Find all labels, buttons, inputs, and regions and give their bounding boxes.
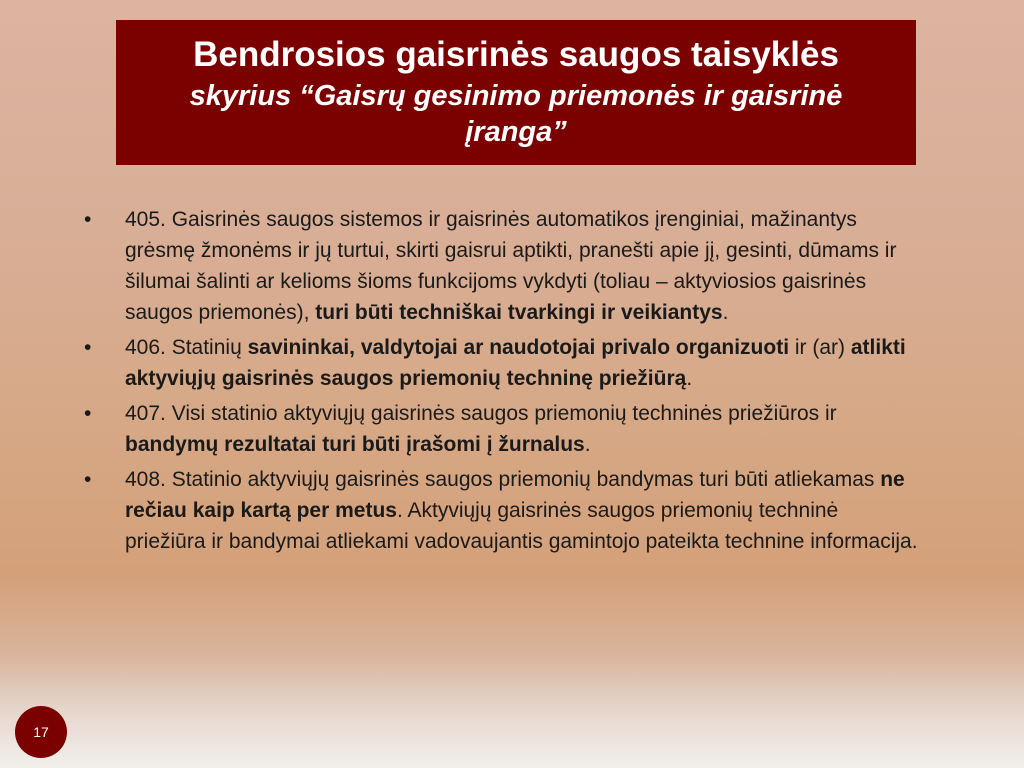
item-text: 407. Visi statinio aktyviųjų gaisrinės saugos priemonių techninės priežiūros ir [125,402,837,425]
item-text: 406. Statinių [125,336,248,359]
list-item-405 [84,204,924,328]
slide-subtitle: skyrius “Gaisrų gesinimo priemonės ir gaisrinė įranga” [189,80,843,148]
bullet-icon: • [84,208,92,231]
slide-title-box [116,20,916,165]
item-emphasis: atlikti aktyviųjų gaisrinės saugos priemonių techninę priežiūrą [125,336,906,390]
bullet-icon: • [84,336,92,359]
bullet-icon: • [84,402,92,425]
list-item-408 [84,464,924,557]
item-text: . [686,367,693,390]
bullet-icon: • [84,468,92,491]
item-emphasis: turi būti techniškai tvarkingi ir veikiantys [315,301,723,324]
item-text: . Aktyviųjų gaisrinės saugos priemonių techninė priežiūra ir bandymai atliekami vadovaujantis gamintojo pateikta technine informacija. [125,499,918,553]
page-number-badge: 17 [15,706,67,758]
item-text: 408. Statinio aktyviųjų gaisrinės saugos priemonių bandymas turi būti atliekamas [125,468,881,491]
list-item-407 [84,398,924,460]
item-text: . [584,433,591,456]
item-text: ir (ar) [789,336,851,359]
item-emphasis: savininkai, valdytojai ar naudotojai privalo organizuoti [247,336,790,359]
bullet-list [84,204,924,561]
list-item-406 [84,332,924,394]
item-emphasis: ne rečiau kaip kartą per metus [125,468,905,522]
slide-title: Bendrosios gaisrinės saugos taisyklės [193,35,839,74]
item-text: . [722,301,729,324]
item-emphasis: bandymų rezultatai turi būti įrašomi į žurnalus [125,433,585,456]
item-text: 405. Gaisrinės saugos sistemos ir gaisrinės automatikos įrenginiai, mažinantys grėsmę žmonėms ir jų turtui, skirti gaisrui aptikti, pranešti apie jį, gesinti, dūmams ir šilumai šalinti ar kelioms šioms funkcijoms vykdyti (toliau – aktyviosios gaisrinės saugos priemonės), [125,208,897,324]
